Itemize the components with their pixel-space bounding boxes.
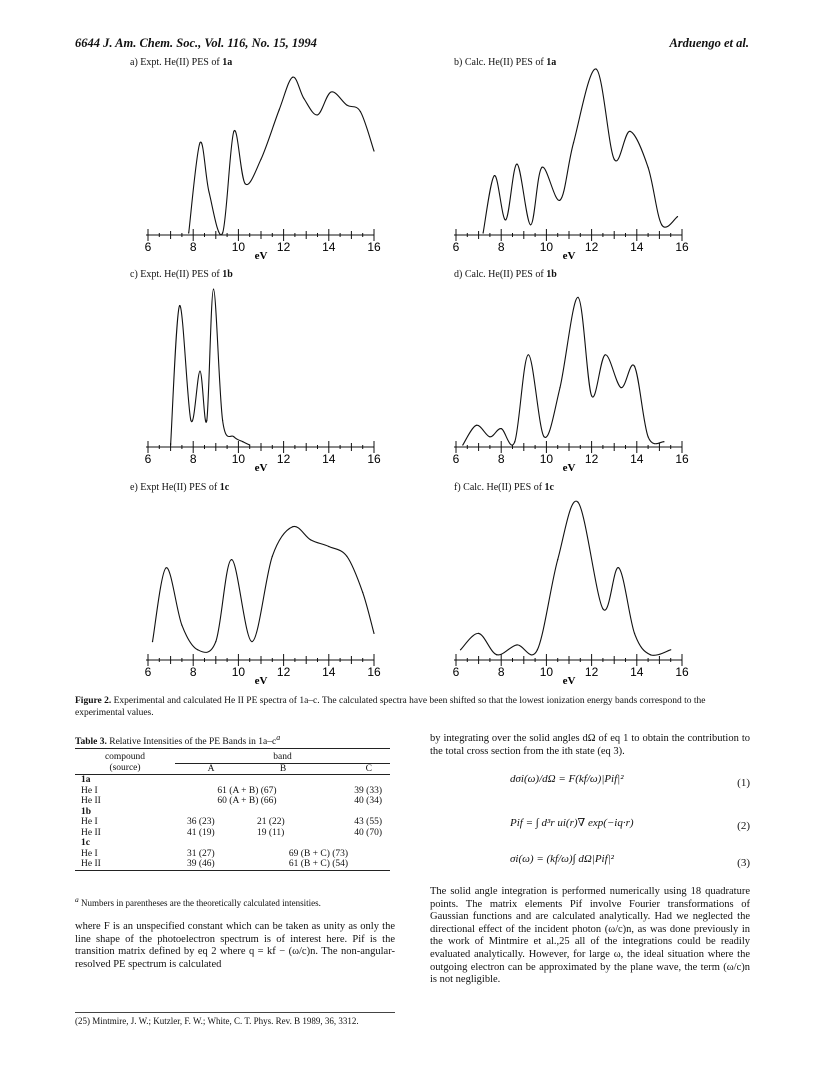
x-tick-label: 14: [630, 665, 644, 679]
spectrum-point: [222, 420, 223, 421]
table-cell: 19 (11): [257, 827, 285, 838]
spectrum-point: [245, 183, 246, 184]
x-tick-label: 6: [452, 240, 460, 254]
x-tick-label: 10: [231, 240, 246, 254]
spectrum-point: [537, 649, 538, 650]
x-tick-label: 16: [675, 665, 689, 679]
spectrum-point: [278, 109, 279, 110]
spectrum-point: [251, 641, 252, 642]
spectrum-point: [648, 167, 649, 168]
x-tick-label: 16: [675, 240, 689, 254]
panel-e-title: e) Expt He(II) PES of 1c: [130, 482, 230, 493]
spectrum-point: [242, 441, 243, 442]
table-cell: 69 (B + C) (73): [288, 848, 349, 859]
x-tick-label: 6: [452, 665, 460, 679]
table-cell-compound: He I: [81, 848, 98, 859]
table-cell: 61 (A + B) (67): [217, 785, 277, 796]
x-tick-label: 6: [144, 665, 152, 679]
table-cell-compound: He II: [81, 796, 101, 806]
spectrum-point: [559, 387, 560, 388]
x-tick-label: 6: [452, 452, 460, 466]
x-tick-label: 6: [144, 452, 152, 466]
spectrum-point: [317, 114, 318, 115]
table-cell: 41 (19): [187, 827, 215, 838]
table-row: [75, 786, 390, 797]
spectrum-point: [596, 68, 597, 69]
spectrum-line: [483, 69, 677, 233]
spectrum-point: [199, 142, 200, 143]
spectrum-point: [190, 420, 191, 421]
spectrum-point: [501, 428, 502, 429]
spectrum-point: [292, 77, 293, 78]
spectrum-point: [577, 297, 578, 298]
panel-d-title: d) Calc. He(II) PES of 1b: [454, 269, 557, 280]
table-row: [75, 775, 390, 786]
spectrum-line: [189, 77, 374, 235]
table-cell: 21 (22): [257, 817, 285, 827]
table-cell-compound: He I: [81, 785, 98, 796]
panel-a: [130, 57, 390, 267]
x-tick-label: 16: [367, 665, 381, 679]
spectrum-point: [303, 98, 304, 99]
panel-f: [438, 482, 698, 692]
spectrum-point: [249, 444, 250, 445]
spectrum-point: [260, 159, 261, 160]
spectrum-point: [215, 641, 216, 642]
table-row: [75, 796, 390, 807]
spectrum-point: [489, 436, 490, 437]
spectrum-point: [618, 567, 619, 568]
spectrum-point: [310, 539, 311, 540]
table-cell: 60 (A + B) (66): [217, 796, 277, 806]
spectrum-point: [165, 567, 166, 568]
table-band-header: band: [175, 749, 390, 764]
spectrum-point: [629, 131, 630, 132]
spectrum-point: [197, 649, 198, 650]
spectrum-point: [206, 420, 207, 421]
spectrum-point: [208, 191, 209, 192]
spectrum-point: [272, 556, 273, 557]
panel-f-plot: [438, 482, 698, 692]
spectrum-point: [292, 526, 293, 527]
x-axis-unit-label: eV: [254, 250, 268, 262]
table-cell: 40 (34): [354, 796, 382, 806]
spectrum-point: [373, 633, 374, 634]
table-cell-compound: He I: [81, 817, 98, 827]
table-cell: [247, 775, 319, 786]
x-tick-label: 16: [367, 452, 381, 466]
panel-b-plot: [438, 57, 698, 267]
table-cell: [319, 807, 390, 818]
panel-b: [438, 57, 698, 267]
spectrum-point: [505, 219, 506, 220]
x-tick-label: 14: [630, 452, 644, 466]
spectrum-point: [233, 436, 234, 437]
table-cell: [319, 838, 390, 849]
running-header-authors: Arduengo et al.: [669, 36, 749, 50]
spectrum-point: [179, 305, 180, 306]
equation-3-body: σi(ω) = (kf/ω)∫ dΩ|Pif|²: [510, 853, 614, 865]
spectrum-point: [661, 224, 662, 225]
equation-1: [430, 773, 750, 799]
equation-2-number: (2): [737, 820, 750, 832]
table-cell: 36 (23): [187, 817, 215, 827]
table-cell: 43 (55): [354, 817, 382, 827]
x-tick-label: 14: [322, 665, 336, 679]
table-cell-compound: 1c: [81, 838, 90, 848]
spectrum-point: [516, 164, 517, 165]
left-paragraph: where F is an unspecified constant which can be taken as unity as only the line shape of the photoelectron spectrum is of interest here. Pif is the transition matrix defined by eq 2 where q = kf − (ω/c)n. The non-angular-resolved PE spectrum is calculated: [75, 921, 395, 970]
spectrum-point: [483, 232, 484, 233]
spectrum-point: [181, 625, 182, 626]
spectrum-point: [514, 441, 515, 442]
table-cell: 31 (27): [187, 848, 215, 859]
table-cell-compound: He II: [81, 827, 101, 838]
panel-b-title: b) Calc. He(II) PES of 1a: [454, 57, 557, 68]
spectrum-point: [602, 608, 603, 609]
spectrum-point: [577, 502, 578, 503]
x-tick-label: 10: [539, 665, 554, 679]
spectrum-point: [346, 104, 347, 105]
spectrum-point: [544, 436, 545, 437]
spectrum-line: [461, 501, 671, 655]
table-cell: 40 (70): [354, 827, 382, 838]
reference-25: (25) Mintmire, J. W.; Kutzler, F. W.; White, C. T. Phys. Rev. B 1989, 36, 3312.: [75, 1012, 395, 1027]
spectrum-point: [605, 354, 606, 355]
spectrum-point: [494, 175, 495, 176]
panel-d: [438, 269, 698, 479]
x-tick-label: 12: [276, 665, 291, 679]
spectrum-point: [328, 546, 329, 547]
right-paragraph-2: The solid angle integration is performed numerically using 18 quadrature points. The matrix elements Pif involve Fourier transformations of Gaussian functions and are calculated analytically. Had we neglected the directional effect of the incident photon (ω/c)n, as was done previously in the work of Mintmire et al.,25 all of the integrations could be readily evaluated analytically. However, for large ω, the ideal situation where the outgoing electron can be approximated by the plane wave, the term (ω/c)n is not negligible.: [430, 886, 750, 986]
table-cell-compound: He II: [81, 859, 101, 869]
spectrum-point: [152, 641, 153, 642]
running-header-citation: 6644 J. Am. Chem. Soc., Vol. 116, No. 15, 1994: [75, 36, 317, 50]
intensity-table: [75, 748, 390, 871]
x-tick-label: 10: [231, 452, 246, 466]
spectrum-point: [496, 654, 497, 655]
x-tick-label: 8: [189, 240, 197, 254]
equation-3-number: (3): [737, 857, 750, 869]
panel-d-plot: [438, 269, 698, 479]
table-cell: [175, 775, 247, 786]
table-cell: [319, 775, 390, 786]
x-tick-label: 12: [584, 240, 599, 254]
spectrum-point: [541, 167, 542, 168]
spectrum-point: [199, 371, 200, 372]
x-axis-unit-label: eV: [254, 675, 268, 687]
x-tick-label: 8: [497, 240, 505, 254]
table-cell: [175, 807, 247, 818]
x-tick-label: 16: [675, 452, 689, 466]
spectrum-point: [530, 224, 531, 225]
spectrum-point: [360, 111, 361, 112]
spectrum-point: [634, 633, 635, 634]
spectrum-point: [516, 644, 517, 645]
figure-caption: Figure 2. Experimental and calculated He II PE spectra of 1a–c. The calculated spectra have been shifted so that the lowest ionization energy bands correspond to the experimental values.: [75, 696, 706, 718]
table-row: [75, 859, 390, 870]
x-axis-unit-label: eV: [562, 462, 576, 474]
panel-a-plot: [130, 57, 390, 267]
spectrum-point: [478, 633, 479, 634]
equation-2: [430, 816, 750, 842]
x-tick-label: 8: [497, 665, 505, 679]
equation-1-number: (1): [737, 777, 750, 789]
x-tick-label: 8: [189, 452, 197, 466]
table-cell: 39 (46): [187, 859, 215, 869]
spectrum-point: [346, 556, 347, 557]
spectrum-point: [650, 654, 651, 655]
x-tick-label: 8: [189, 665, 197, 679]
spectrum-point: [330, 91, 331, 92]
table-row: [75, 817, 390, 828]
table-cell: 61 (B + C) (54): [288, 859, 349, 869]
table-cell: [247, 807, 319, 818]
equation-1-body: dσi(ω)/dΩ = F(kf/ω)|Pif|²: [510, 773, 624, 785]
spectrum-point: [573, 142, 574, 143]
x-tick-label: 16: [367, 240, 381, 254]
panel-c-title: c) Expt. He(II) PES of 1b: [130, 269, 233, 280]
spectrum-point: [222, 232, 223, 233]
spectrum-point: [233, 131, 234, 132]
x-tick-label: 8: [497, 452, 505, 466]
spectrum-point: [231, 559, 232, 560]
spectrum-point: [648, 436, 649, 437]
spectrum-point: [663, 441, 664, 442]
table-col-header: A: [207, 763, 215, 774]
spectrum-point: [670, 649, 671, 650]
spectrum-point: [373, 150, 374, 151]
table-row: [75, 807, 390, 818]
spectrum-point: [170, 444, 171, 445]
x-axis-unit-label: eV: [562, 675, 576, 687]
table-row: [75, 828, 390, 839]
table-row: [75, 838, 390, 849]
equation-2-body: Pif = ∫ d³r ui(r)∇ exp(−iq·r): [510, 817, 634, 829]
spectrum-point: [213, 289, 214, 290]
table-body: [75, 775, 390, 871]
spectrum-point: [476, 425, 477, 426]
table-cell: [247, 838, 319, 849]
x-tick-label: 10: [539, 240, 554, 254]
x-tick-label: 14: [322, 240, 336, 254]
spectrum-point: [614, 159, 615, 160]
x-tick-label: 14: [630, 240, 644, 254]
spectrum-point: [591, 395, 592, 396]
spectrum-point: [528, 354, 529, 355]
x-axis-unit-label: eV: [562, 250, 576, 262]
x-tick-label: 12: [584, 665, 599, 679]
spectrum-point: [634, 366, 635, 367]
panel-c-plot: [130, 269, 390, 479]
panel-c: [130, 269, 390, 479]
x-axis-unit-label: eV: [254, 462, 268, 474]
table-cell: [175, 838, 247, 849]
panel-a-title: a) Expt. He(II) PES of 1a: [130, 57, 233, 68]
x-tick-label: 12: [584, 452, 599, 466]
table-footnote: $^a$ Numbers in parentheses are the theoretically calculated intensities.: [75, 895, 321, 908]
table-compound-header: compound: [104, 752, 146, 763]
x-tick-label: 12: [276, 452, 291, 466]
spectrum-point: [620, 387, 621, 388]
table-row: [75, 849, 390, 860]
spectrum-point: [188, 232, 189, 233]
x-tick-label: 12: [276, 240, 291, 254]
spectrum-point: [557, 559, 558, 560]
spectrum-point: [362, 592, 363, 593]
table-cell-compound: 1a: [81, 775, 91, 785]
x-tick-label: 6: [144, 240, 152, 254]
spectrum-line: [171, 289, 250, 445]
spectrum-point: [462, 444, 463, 445]
equation-3: [430, 853, 750, 879]
table-col-header: C: [365, 763, 372, 774]
x-tick-label: 10: [231, 665, 246, 679]
table-cell-compound: 1b: [81, 806, 92, 817]
table-cell: 39 (33): [354, 785, 382, 796]
panel-e-plot: [130, 482, 390, 692]
spectrum-point: [677, 216, 678, 217]
x-tick-label: 14: [322, 452, 336, 466]
table-source-header: (source): [109, 763, 141, 774]
spectrum-line: [463, 297, 664, 445]
spectrum-point: [559, 200, 560, 201]
panel-e: [130, 482, 390, 692]
table-title: Table 3. Relative Intensities of the PE Bands in $1a-c^a$: [75, 733, 281, 748]
right-paragraph-1: by integrating over the solid angles dΩ of eq 1 to obtain the contribution to the total cross section from the ith state (eq 3).: [430, 733, 750, 757]
panel-f-title: f) Calc. He(II) PES of 1c: [454, 482, 554, 493]
table-col-header: B: [279, 763, 287, 774]
spectrum-point: [460, 649, 461, 650]
x-tick-label: 10: [539, 452, 554, 466]
spectrum-line: [153, 526, 375, 652]
